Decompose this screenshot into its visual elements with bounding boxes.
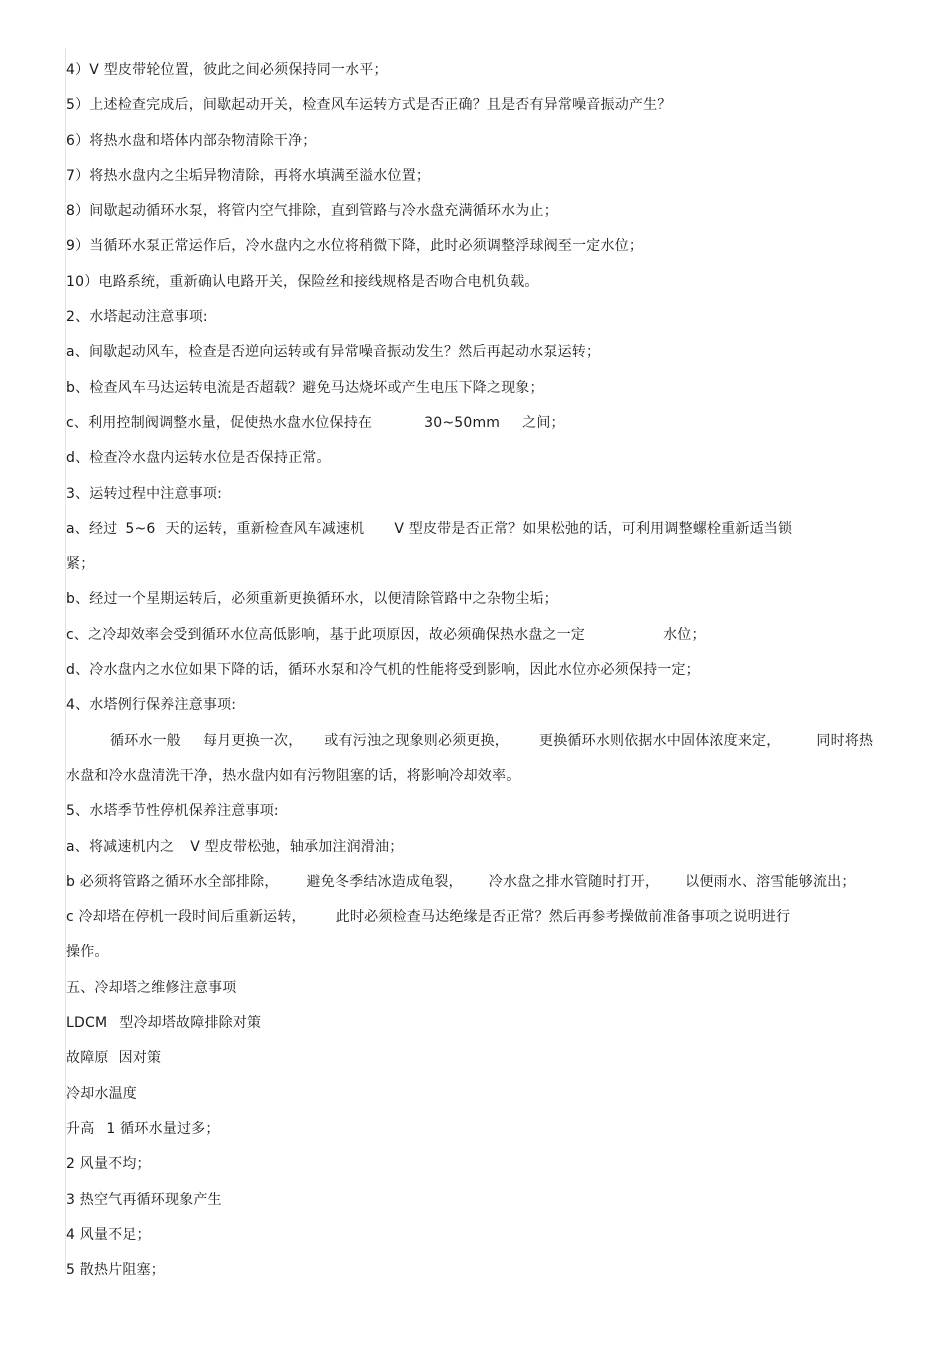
text-line <box>66 338 886 373</box>
section-heading <box>66 480 886 515</box>
text-line <box>66 444 886 479</box>
section-heading <box>66 797 886 832</box>
line-text: 冷水盘之排水管随时打开， <box>488 873 660 890</box>
text-line <box>66 197 886 232</box>
line-text: 以便雨水、溶雪能够流出； <box>685 873 856 890</box>
line-text: 循环水一般 <box>110 732 181 749</box>
line-text: 1 循环水量过多； <box>106 1120 220 1137</box>
line-text: b 必须将管路之循环水全部排除， <box>66 873 279 890</box>
line-text: 紧； <box>66 556 95 573</box>
line-text: 4）V 型皮带轮位置，彼此之间必须保持同一水平； <box>66 62 388 78</box>
text-line <box>66 938 886 973</box>
line-text: 因对策 <box>118 1050 162 1067</box>
line-text: c、之冷却效率会受到循环水位高低影响，基于此项原因，故必须确保热水盘之一定 <box>66 626 586 643</box>
line-text: 7）将热水盘内之尘垢异物清除，再将水填满至溢水位置； <box>66 167 431 184</box>
line-text: 之间； <box>522 414 565 431</box>
line-text: 更换循环水则依据水中固体浓度来定， <box>539 732 781 749</box>
line-text: 天的运转，重新检查风车减速机 <box>165 520 365 537</box>
text-line <box>66 232 886 267</box>
line-text: 6）将热水盘和塔体内部杂物清除干净； <box>66 132 317 149</box>
line-text: a、经过 <box>66 520 118 537</box>
text-line <box>66 1221 886 1256</box>
line-text: 每月更换一次， <box>203 732 303 749</box>
line-text: 2、水塔起动注意事项: <box>66 309 208 326</box>
line-text: 冷却水温度 <box>66 1085 137 1102</box>
line-text: 避免冬季结冰造成龟裂， <box>306 873 463 890</box>
text-line <box>66 1186 886 1221</box>
line-text: 同时将热 <box>816 732 874 749</box>
text-line <box>66 1080 886 1115</box>
line-text: 水位； <box>663 626 706 643</box>
text-line <box>66 268 886 303</box>
text-line <box>66 1009 886 1044</box>
line-text: 升高 <box>66 1120 95 1137</box>
line-text: a、间歇起动风车，检查是否逆向运转或有异常噪音振动发生？然后再起动水泵运转； <box>66 344 601 361</box>
line-text: 或有污浊之现象则必须更换， <box>324 732 510 749</box>
line-text: d、检查冷水盘内运转水位是否保持正常。 <box>66 450 331 467</box>
line-text: c 冷却塔在停机一段时间后重新运转， <box>66 909 306 926</box>
line-text: 5~6 <box>125 520 156 537</box>
line-text: 3、运转过程中注意事项: <box>66 485 223 502</box>
text-line <box>66 868 886 903</box>
text-line <box>66 621 886 656</box>
document-body <box>66 56 886 1291</box>
line-text: c、利用控制阀调整水量，促使热水盘水位保持在 <box>66 414 373 431</box>
line-text: b、检查风车马达运转电流是否超载？避免马达烧坏或产生电压下降之现象； <box>66 379 544 396</box>
line-text: 4 风量不足； <box>66 1226 151 1243</box>
section-heading <box>66 303 886 338</box>
section-heading <box>66 691 886 726</box>
text-line <box>66 374 886 409</box>
line-text: 9）当循环水泵正常运作后，冷水盘内之水位将稍微下降，此时必须调整浮球阀至一定水位； <box>66 238 644 255</box>
line-text: V 型皮带是否正常？如果松弛的话，可利用调整螺栓重新适当锁 <box>394 520 793 537</box>
text-line <box>66 656 886 691</box>
line-text: LDCM <box>66 1015 108 1032</box>
line-text: 4、水塔例行保养注意事项: <box>66 697 237 714</box>
line-text: 2 风量不均； <box>66 1156 151 1173</box>
line-text: 水盘和冷水盘清洗干净，热水盘内如有污物阻塞的话，将影响冷却效率。 <box>66 767 521 784</box>
text-line <box>66 833 886 868</box>
line-text: 3 热空气再循环现象产生 <box>66 1191 222 1208</box>
line-text: 8）间歇起动循环水泵，将管内空气排除，直到管路与冷水盘充满循环水为止； <box>66 203 558 220</box>
line-text: 5）上述检查完成后，间歇起动开关，检查风车运转方式是否正确？且是否有异常噪音振动产生？ <box>66 97 672 114</box>
text-line <box>66 515 886 550</box>
text-line <box>66 409 886 444</box>
text-line <box>66 1256 886 1291</box>
text-line <box>66 56 886 91</box>
line-text: a、将减速机内之 <box>66 838 175 855</box>
text-line <box>66 727 886 762</box>
text-line <box>66 91 886 126</box>
line-text: 5 散热片阻塞； <box>66 1262 165 1279</box>
line-text: 操作。 <box>66 944 109 961</box>
line-text: 五、冷却塔之维修注意事项 <box>66 979 237 996</box>
text-line <box>66 1150 886 1185</box>
text-line <box>66 162 886 197</box>
line-text: V 型皮带松弛，轴承加注润滑油； <box>190 838 404 855</box>
line-text: 30~50mm <box>424 414 501 431</box>
text-line <box>66 1115 886 1150</box>
line-text: b、经过一个星期运转后，必须重新更换循环水，以便清除管路中之杂物尘垢； <box>66 591 558 608</box>
line-text: 故障原 <box>66 1050 109 1067</box>
section-heading <box>66 974 886 1009</box>
text-line <box>66 762 886 797</box>
text-line <box>66 1044 886 1079</box>
line-text: 此时必须检查马达绝缘是否正常？然后再参考操做前准备事项之说明进行 <box>335 909 791 926</box>
line-text: 型冷却塔故障排除对策 <box>119 1015 262 1032</box>
line-text: d、冷水盘内之水位如果下降的话，循环水泵和冷气机的性能将受到影响，因此水位亦必须保持一定； <box>66 662 700 679</box>
text-line <box>66 585 886 620</box>
text-line <box>66 127 886 162</box>
text-line <box>66 903 886 938</box>
text-line <box>66 550 886 585</box>
line-text: 10）电路系统，重新确认电路开关，保险丝和接线规格是否吻合电机负载。 <box>66 273 539 290</box>
line-text: 5、水塔季节性停机保养注意事项: <box>66 803 279 820</box>
